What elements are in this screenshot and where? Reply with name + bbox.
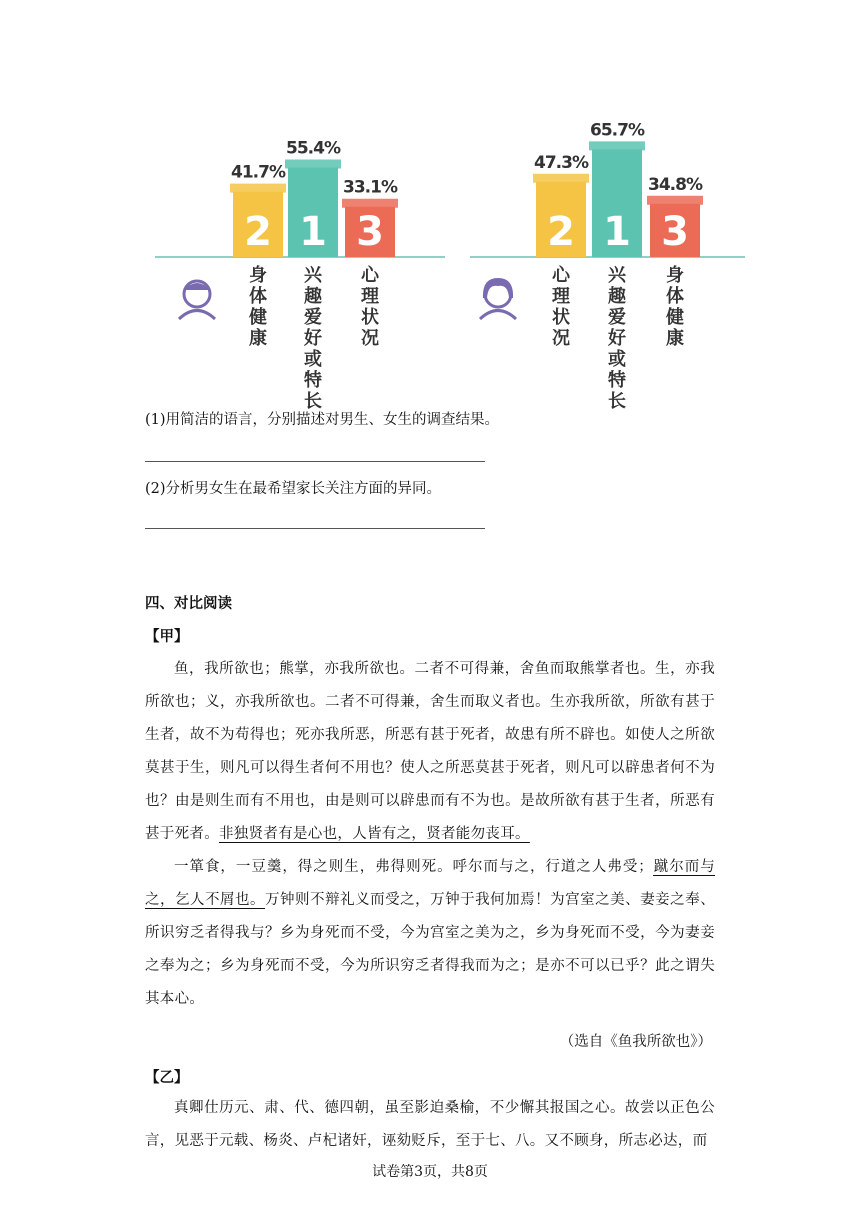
boys-category-label-0: 身体健康 bbox=[249, 265, 267, 349]
girls-category-label-1: 兴趣爱好或特长 bbox=[608, 265, 626, 412]
girls-rank-label-2: 3 bbox=[661, 209, 689, 255]
boys-category-label-1: 兴趣爱好或特长 bbox=[304, 265, 322, 412]
boy-avatar-icon bbox=[179, 281, 215, 319]
question-1: (1)用简洁的语言，分别描述对男生、女生的调查结果。 bbox=[145, 412, 500, 428]
boys-category-label-2: 心理状况 bbox=[361, 265, 379, 349]
passage-jia-paragraph-2 bbox=[145, 851, 715, 1016]
boys-percent-label-0: 41.7% bbox=[231, 162, 285, 183]
jia-p2-underlined: 蹴尔而与之，乞人不屑也。 bbox=[145, 859, 715, 908]
girls-bar-cap-0 bbox=[533, 174, 589, 183]
boys-bar-cap-1 bbox=[285, 159, 341, 168]
boys-rank-label-2: 3 bbox=[356, 209, 384, 255]
answer-line-2[interactable] bbox=[145, 528, 485, 529]
girls-percent-label-0: 47.3% bbox=[534, 152, 588, 173]
girls-rank-label-1: 1 bbox=[603, 209, 631, 255]
passage-yi-paragraph-1: 真卿仕历元、肃、代、德四朝，虽至影迫桑榆，不少懈其报国之心。故尝以正色公言，见恶于元载、杨炎、卢杞诸奸，诬劾贬斥，至于七、八。又不顾身，所志必达，而 bbox=[145, 1100, 715, 1149]
question-2: (2)分析男女生在最希望家长关注方面的异同。 bbox=[145, 481, 442, 497]
jia-p2-text-b: 万钟则不辩礼义而受之，万钟于我何加焉！为宫室之美、妻妾之奉、所识穷乏者得我与？乡为身死而不受，今为宫室之美为之，乡为身死而不受，今为妻妾之奉为之；乡为身死而不受，今为所识穷乏者得我而为之；是亦不可以已乎？此之谓失其本心。 bbox=[145, 892, 715, 1007]
page-footer: 试卷第3页，共8页 bbox=[372, 1164, 488, 1180]
boys-rank-label-0: 2 bbox=[244, 209, 272, 255]
girl-avatar-icon bbox=[480, 278, 516, 319]
answer-line-1[interactable] bbox=[145, 461, 485, 462]
girls-category-label-0: 心理状况 bbox=[552, 265, 570, 349]
girls-category-label-2: 身体健康 bbox=[666, 265, 684, 349]
girls-rank-label-0: 2 bbox=[547, 209, 575, 255]
boys-percent-label-1: 55.4% bbox=[286, 138, 340, 159]
jia-p1-underlined: 非独贤者有是心也，人皆有之，贤者能勿丧耳。 bbox=[219, 826, 530, 842]
boys-chart-svg bbox=[155, 70, 445, 400]
girls-bar-cap-1 bbox=[589, 141, 645, 150]
jia-p2-text-a: 一箪食，一豆羹，得之则生，弗得则死。呼尔而与之，行道之人弗受； bbox=[174, 859, 654, 875]
girls-percent-label-1: 65.7% bbox=[590, 120, 644, 141]
jia-p1-text: 鱼，我所欲也；熊掌，亦我所欲也。二者不可得兼，舍鱼而取熊掌者也。生，亦我所欲也；义，亦我所欲也。二者不可得兼，舍生而取义者也。生亦我所欲，所欲有甚于生者，故不为苟得也；死亦我所恶，所恶有甚于死者，故患有所不辟也。如使人之所欲莫甚于生，则凡可以得生者何不用也？使人之所恶莫甚于死者，则凡可以辟患者何不为也？由是则生而有不用也，由是则可以辟患而有不为也。是故所欲有甚于生者，所恶有甚于死者。 bbox=[145, 661, 715, 842]
passage-jia-paragraph-1 bbox=[145, 653, 715, 851]
boys-percent-label-2: 33.1% bbox=[343, 177, 397, 198]
section-title: 四、对比阅读 bbox=[145, 596, 232, 612]
passage-yi-label: 【乙】 bbox=[145, 1070, 189, 1086]
girls-percent-label-2: 34.8% bbox=[648, 174, 702, 195]
boys-bar-cap-0 bbox=[230, 184, 286, 193]
boys-bar-cap-2 bbox=[342, 199, 398, 208]
boys-rank-label-1: 1 bbox=[299, 209, 327, 255]
passage-jia-label: 【甲】 bbox=[145, 629, 189, 645]
girls-survey-chart bbox=[470, 70, 750, 412]
girls-bar-cap-2 bbox=[647, 196, 703, 205]
passage-jia-source: （选自《鱼我所欲也》） bbox=[559, 1034, 712, 1050]
boys-survey-chart bbox=[155, 70, 445, 412]
